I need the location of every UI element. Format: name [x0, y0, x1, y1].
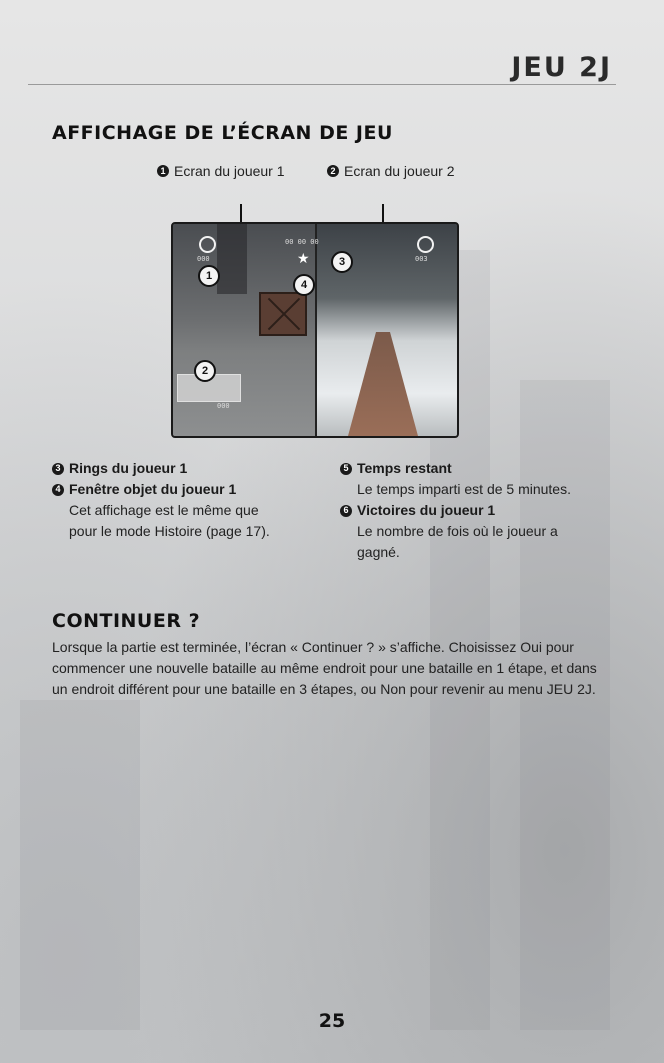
scene-pillar — [217, 224, 247, 294]
pointer-line-player1 — [240, 204, 242, 222]
screen-label-text: Ecran du joueur 2 — [344, 163, 455, 179]
screen-label-player2 — [327, 163, 455, 179]
header-rule — [28, 84, 616, 85]
screen-label-player1 — [157, 163, 285, 179]
ring-icon — [199, 236, 216, 253]
legend-right-column — [340, 458, 571, 563]
split-divider — [315, 224, 317, 436]
callout-2: 2 — [194, 360, 216, 382]
number-badge: 5 — [340, 463, 352, 475]
legend-desc-line: Le nombre de fois où le joueur a — [357, 523, 558, 539]
split-screen-screenshot — [171, 222, 459, 438]
screen-label-text: Ecran du joueur 1 — [174, 163, 285, 179]
hud-timer: 00 00 00 — [285, 238, 319, 246]
scene-crate — [259, 292, 307, 336]
legend-desc-line: Cet affichage est le même que — [69, 502, 259, 518]
legend-title: Temps restant — [357, 460, 452, 476]
number-badge: 3 — [52, 463, 64, 475]
game-mode-title: JEU 2J — [511, 52, 612, 83]
legend-title: Rings du joueur 1 — [69, 460, 188, 476]
legend-item — [340, 458, 571, 500]
legend-item — [340, 500, 571, 563]
callout-1: 1 — [198, 265, 220, 287]
number-badge: 2 — [327, 165, 339, 177]
legend-left-column — [52, 458, 270, 542]
legend-desc-line: pour le mode Histoire (page 17). — [69, 523, 270, 539]
callout-4: 4 — [293, 274, 315, 296]
pointer-line-player2 — [382, 204, 384, 222]
page-number: 25 — [318, 1010, 346, 1032]
callout-3: 3 — [331, 251, 353, 273]
star-icon: ★ — [297, 250, 310, 266]
hud-ring-count: 000 — [197, 255, 210, 263]
section-heading-continue: CONTINUER ? — [52, 610, 201, 632]
legend-item — [52, 458, 270, 479]
section-heading-screen: AFFICHAGE DE L’ÉCRAN DE JEU — [52, 122, 393, 144]
ring-icon — [417, 236, 434, 253]
continue-paragraph: Lorsque la partie est terminée, l’écran « Continuer ? » s’affiche. Choisissez Oui pour commencer une nouvelle bataille au même endroit pour une bataille en 1 étape, et dans un endroit différent pour une bataille en 3 étapes, ou Non pour revenir au menu JEU 2J. — [52, 639, 597, 697]
hud-ring-count: 003 — [415, 255, 428, 263]
legend-desc-line: gagné. — [357, 544, 400, 560]
number-badge: 6 — [340, 505, 352, 517]
number-badge: 1 — [157, 165, 169, 177]
legend-desc-line: Le temps imparti est de 5 minutes. — [357, 481, 571, 497]
legend-title: Fenêtre objet du joueur 1 — [69, 481, 237, 497]
background-building — [20, 700, 140, 1030]
hud-item-count: 000 — [217, 402, 230, 410]
player1-screen — [173, 224, 316, 436]
legend-title: Victoires du joueur 1 — [357, 502, 496, 518]
legend-item — [52, 479, 270, 542]
number-badge: 4 — [52, 484, 64, 496]
